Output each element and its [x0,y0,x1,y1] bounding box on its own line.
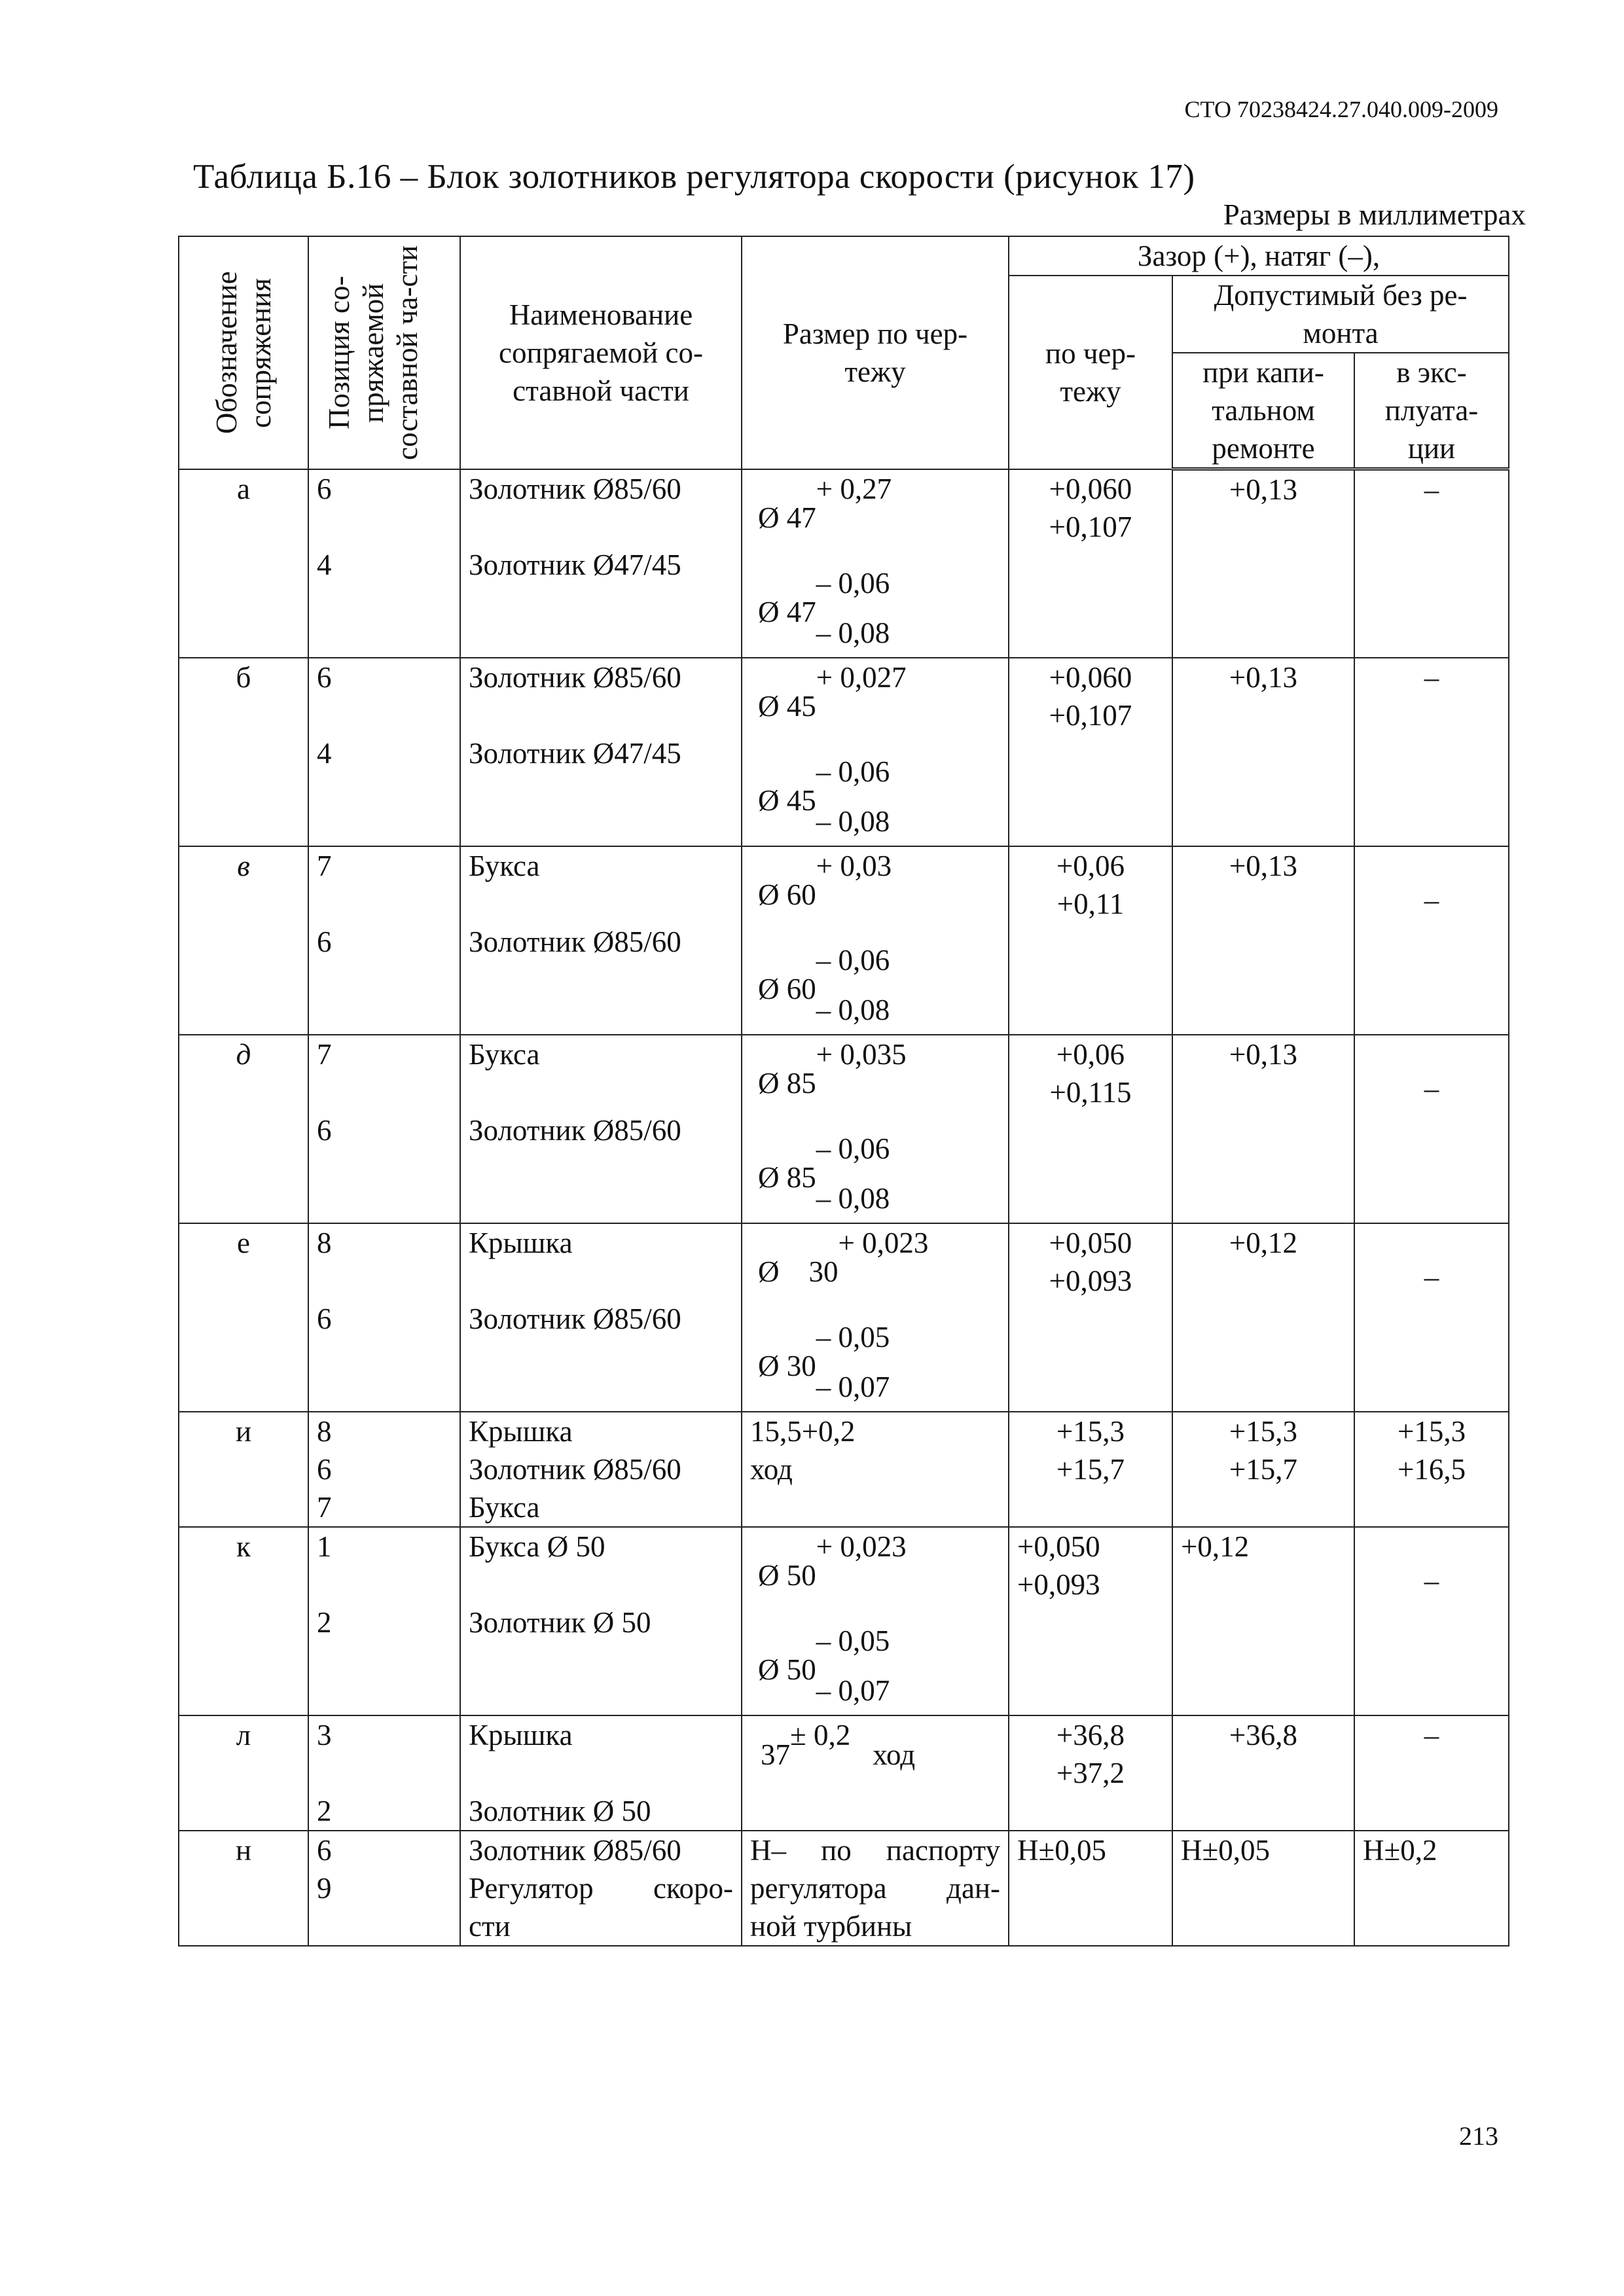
upper-deviation: – 0,06 [816,755,890,788]
drawing-size-cell [742,1223,1009,1412]
table-row [179,469,1509,658]
position-number: 9 [317,1871,332,1905]
upper-deviation: – 0,06 [816,1132,890,1165]
gap-value: +15,3 [1056,1414,1125,1448]
operation-cell [1354,1412,1509,1527]
header-operation: в экс-плуата-ции [1354,353,1509,469]
part-cell [460,1412,742,1527]
part-cell [460,1223,742,1412]
gap-by-drawing-cell [1009,1412,1172,1527]
drawing-size-cell [742,1527,1009,1715]
size-nominal: Ø 47 [758,595,816,628]
size-nominal: Ø 45 [758,783,816,817]
table-row [179,1527,1509,1715]
upper-deviation: + 0,035 [816,1037,907,1071]
gap-value: +0,050 [1049,1226,1132,1259]
position-cell [308,658,460,846]
size-text: регулятора дан- [750,1871,1000,1905]
capital-repair-cell: +0,12 [1172,1223,1354,1412]
upper-deviation: – 0,06 [816,943,890,977]
capital-repair-cell: +36,8 [1172,1715,1354,1831]
size-suffix: ход [873,1738,916,1771]
gap-value: +37,2 [1056,1756,1125,1789]
part-cell [460,658,742,846]
part-name: Золотник Ø85/60 [469,660,681,694]
drawing-size-cell [742,1035,1009,1223]
gap-value: +15,7 [1056,1452,1125,1486]
size-nominal: Ø 85 [758,1160,816,1194]
size-nominal: Ø 47 [758,501,816,534]
table-row [179,1831,1509,1946]
mate-designation: и [179,1412,308,1527]
header-allowable: Допустимый без ре-монта [1172,276,1509,353]
part-name: Золотник Ø85/60 [469,925,681,958]
capital-repair-cell: +0,13 [1172,846,1354,1035]
position-number: 8 [317,1226,332,1259]
part-name: сти [469,1909,511,1943]
size-text: ной турбины [750,1909,912,1943]
upper-deviation: + 0,027 [816,660,907,694]
position-number: 7 [317,849,332,882]
part-name: Регулятор скоро- [469,1871,733,1905]
lower-deviation: – 0,08 [816,804,890,838]
gap-value: +0,060 [1049,472,1132,505]
upper-deviation: – 0,06 [816,566,890,600]
part-cell [460,469,742,658]
size-nominal: 37 [761,1738,790,1771]
gap-by-drawing-cell [1009,1715,1172,1831]
lower-deviation: – 0,08 [816,1181,890,1215]
gap-by-drawing-cell [1009,1527,1172,1715]
part-name: Крышка [469,1226,573,1259]
part-name: Крышка [469,1414,573,1448]
lower-deviation: – 0,07 [816,1370,890,1403]
mate-designation: л [179,1715,308,1831]
operation-cell: – [1354,1223,1509,1412]
position-number: 6 [317,1113,332,1147]
position-number: 2 [317,1794,332,1827]
part-name: Золотник Ø85/60 [469,1302,681,1335]
gap-value: +0,093 [1049,1264,1132,1297]
part-name: Золотник Ø85/60 [469,1452,681,1486]
position-cell [308,1831,460,1946]
position-number: 6 [317,1452,332,1486]
table-title: Таблица Б.16 – Блок золотников регулятора скорости (рисунок 17) [193,158,1195,196]
size-text: Н– по паспорту [750,1833,1000,1867]
position-number: 1 [317,1530,332,1563]
upper-deviation: + 0,27 [816,472,892,505]
operation-cell: – [1354,1527,1509,1715]
capital-repair-cell: +0,12 [1172,1527,1354,1715]
position-number: 6 [317,1302,332,1335]
position-cell [308,846,460,1035]
operation-value: +16,5 [1397,1452,1466,1486]
size-nominal: Ø 85 [758,1066,816,1100]
part-name: Золотник Ø 50 [469,1794,651,1827]
part-cell [460,1831,742,1946]
mate-designation: д [179,1035,308,1223]
size-text: 15,5+0,2 [750,1414,856,1448]
size-nominal: Ø 30 [758,1349,816,1382]
header-position: Позиция со-пряжаемой составной ча-сти [308,236,460,469]
part-name: Золотник Ø85/60 [469,472,681,505]
upper-deviation: – 0,05 [816,1320,890,1354]
part-name: Золотник Ø47/45 [469,736,681,770]
mating-table [178,236,1509,1946]
upper-deviation: + 0,03 [816,849,892,882]
capital-repair-cell: +0,13 [1172,469,1354,658]
part-name: Золотник Ø85/60 [469,1113,681,1147]
part-name: Золотник Ø47/45 [469,548,681,581]
operation-cell: Н±0,2 [1354,1831,1509,1946]
part-cell [460,1527,742,1715]
mate-designation: б [179,658,308,846]
position-cell [308,1715,460,1831]
header-drawing-size: Размер по чер-тежу [742,236,1009,469]
position-number: 8 [317,1414,332,1448]
position-number: 6 [317,660,332,694]
operation-cell: – [1354,846,1509,1035]
gap-value: +0,050 [1017,1530,1100,1563]
mate-designation: н [179,1831,308,1946]
drawing-size-cell [742,1831,1009,1946]
table-row [179,846,1509,1035]
part-name: Крышка [469,1718,573,1751]
part-name: Букса [469,1037,540,1071]
drawing-size-cell [742,469,1009,658]
page-number: 213 [1459,2121,1498,2151]
position-number: 2 [317,1605,332,1639]
capital-repair-cell [1172,1412,1354,1527]
part-cell [460,1715,742,1831]
capital-value: +15,3 [1229,1414,1298,1448]
lower-deviation: – 0,08 [816,993,890,1026]
position-number: 4 [317,548,332,581]
mate-designation: к [179,1527,308,1715]
size-nominal: Ø 60 [758,972,816,1005]
upper-deviation: – 0,05 [816,1624,890,1657]
table-row [179,1035,1509,1223]
capital-repair-cell: +0,13 [1172,658,1354,846]
gap-by-drawing-cell [1009,1223,1172,1412]
header-designation: Обозначение сопряжения [179,236,308,469]
gap-value: +0,06 [1056,1037,1125,1071]
position-cell [308,1035,460,1223]
capital-repair-cell: Н±0,05 [1172,1831,1354,1946]
part-name: Золотник Ø 50 [469,1605,651,1639]
gap-value: +36,8 [1056,1718,1125,1751]
drawing-size-cell [742,1715,1009,1831]
lower-deviation: – 0,07 [816,1674,890,1707]
table-row [179,1412,1509,1527]
mate-designation: е [179,1223,308,1412]
position-number: 7 [317,1490,332,1524]
position-number: 3 [317,1718,332,1751]
capital-repair-cell: +0,13 [1172,1035,1354,1223]
gap-by-drawing-cell [1009,846,1172,1035]
mate-designation: в [179,846,308,1035]
size-text: ход [750,1452,793,1486]
position-cell [308,1412,460,1527]
size-nominal: Ø 50 [758,1653,816,1686]
gap-value: +0,060 [1049,660,1132,694]
position-cell [308,469,460,658]
part-name: Букса [469,1490,540,1524]
size-nominal: Ø 60 [758,878,816,911]
part-cell [460,846,742,1035]
mate-designation: а [179,469,308,658]
gap-by-drawing-cell: Н±0,05 [1009,1831,1172,1946]
gap-value: +0,115 [1049,1075,1132,1109]
size-nominal: Ø 30 [758,1255,839,1288]
drawing-size-cell [742,1412,1009,1527]
deviation: ± 0,2 [790,1718,851,1751]
header-part-name: Наименование сопрягаемой со-ставной части [460,236,742,469]
part-name: Букса [469,849,540,882]
size-nominal: Ø 50 [758,1558,816,1592]
document-code: СТО 70238424.27.040.009-2009 [1184,96,1498,122]
operation-cell: – [1354,1035,1509,1223]
position-number: 6 [317,925,332,958]
operation-cell: – [1354,658,1509,846]
lower-deviation: – 0,08 [816,616,890,649]
gap-by-drawing-cell [1009,1035,1172,1223]
position-cell [308,1223,460,1412]
drawing-size-cell [742,846,1009,1035]
size-nominal: Ø 45 [758,689,816,723]
gap-value: +0,093 [1017,1568,1100,1601]
header-by-drawing: по чер-тежу [1009,276,1172,469]
gap-by-drawing-cell [1009,658,1172,846]
table-row [179,1715,1509,1831]
drawing-size-cell [742,658,1009,846]
operation-cell: – [1354,1715,1509,1831]
position-cell [308,1527,460,1715]
part-name: Букса Ø 50 [469,1530,605,1563]
gap-value: +0,11 [1056,887,1125,920]
gap-by-drawing-cell [1009,469,1172,658]
table-row [179,1223,1509,1412]
operation-cell: – [1354,469,1509,658]
table-row [179,658,1509,846]
position-number: 6 [317,472,332,505]
gap-value: +0,107 [1049,698,1132,732]
units-note: Размеры в миллиметрах [1223,198,1526,231]
part-name: Золотник Ø85/60 [469,1833,681,1867]
part-cell [460,1035,742,1223]
operation-value: +15,3 [1397,1414,1466,1448]
capital-value: +15,7 [1229,1452,1298,1486]
gap-value: +0,06 [1056,849,1125,882]
header-gap-group: Зазор (+), натяг (–), [1009,236,1509,276]
header-capital-repair: при капи-тальном ремонте [1172,353,1354,469]
position-number: 4 [317,736,332,770]
gap-value: +0,107 [1049,510,1132,543]
position-number: 6 [317,1833,332,1867]
position-number: 7 [317,1037,332,1071]
upper-deviation: + 0,023 [838,1226,929,1259]
upper-deviation: + 0,023 [816,1530,907,1563]
